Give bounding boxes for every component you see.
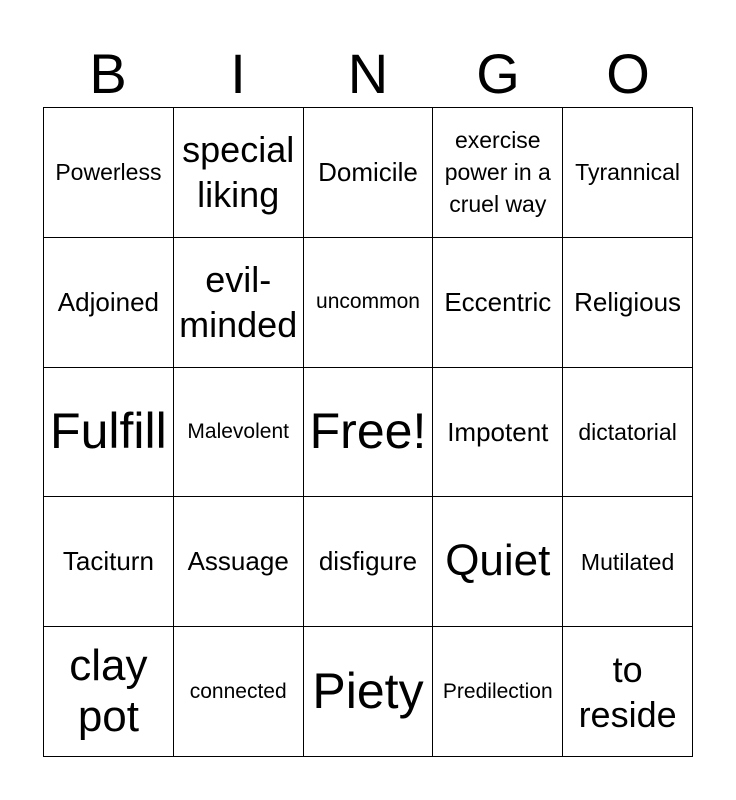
free-space-cell[interactable] [304,368,434,498]
bingo-cell[interactable] [174,368,304,498]
bingo-cell[interactable] [433,108,563,238]
cell-text: clay pot [69,641,148,741]
bingo-cell[interactable] [44,108,174,238]
bingo-cell[interactable] [304,497,434,627]
cell-text: Free! [309,403,427,460]
bingo-cell[interactable] [174,497,304,627]
bingo-cell[interactable] [563,497,693,627]
cell-text: evil-minded [179,259,298,346]
bingo-cell[interactable] [304,238,434,368]
bingo-cell[interactable] [563,108,693,238]
bingo-cell[interactable] [433,238,563,368]
bingo-cell[interactable] [174,238,304,368]
header-letter-g: G [476,42,520,105]
bingo-cell[interactable] [563,238,693,368]
header-letter-b: B [89,42,127,105]
cell-text: to reside [578,648,677,735]
bingo-cell[interactable] [433,497,563,627]
bingo-cell[interactable] [563,627,693,757]
bingo-cell[interactable] [44,238,174,368]
bingo-cell[interactable] [44,368,174,498]
cell-text: special liking [182,129,295,216]
bingo-cell[interactable] [174,627,304,757]
cell-text: Mutilated [580,548,675,575]
cell-text: uncommon [316,290,420,314]
cell-text: Malevolent [187,419,289,443]
bingo-header [43,40,693,108]
cell-text: Adjoined [57,286,159,317]
cell-text: Fulfill [50,403,167,460]
cell-text: dictatorial [578,418,677,445]
bingo-card [43,107,693,757]
cell-text: Domicile [318,157,418,188]
bingo-cell[interactable] [174,108,304,238]
cell-text: Eccentric [444,286,552,317]
bingo-cell[interactable] [44,497,174,627]
cell-text: Quiet [445,536,551,586]
header-letter-n: N [347,42,389,105]
bingo-cell[interactable] [304,108,434,238]
cell-text: Powerless [55,159,162,186]
cell-text: Piety [312,663,424,720]
bingo-cell[interactable] [563,368,693,498]
bingo-cell[interactable] [433,627,563,757]
cell-text: Taciturn [62,546,154,577]
cell-text: disfigure [318,546,418,577]
cell-text: Assuage [187,546,289,577]
bingo-cell[interactable] [433,368,563,498]
cell-text: Predilection [442,679,553,703]
bingo-cell[interactable] [304,627,434,757]
cell-text: Religious [574,286,682,317]
header-letter-i: I [230,42,246,105]
bingo-cell[interactable] [44,627,174,757]
cell-text: Impotent [447,416,549,447]
cell-text: connected [189,679,287,703]
header-letter-o: O [606,42,650,105]
cell-text: exercise power in a cruel way [444,127,551,218]
cell-text: Tyrannical [575,159,680,186]
